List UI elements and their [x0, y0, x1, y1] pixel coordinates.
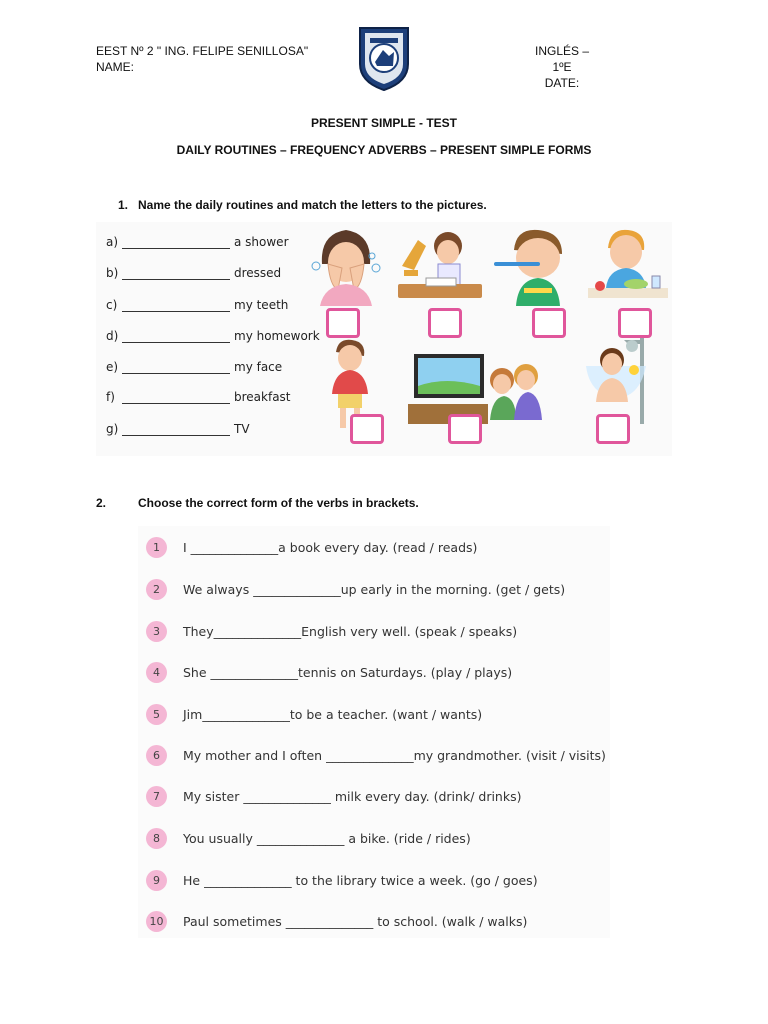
sentence-text: My mother and I often ______________my grandmother. (visit / visits)	[183, 748, 606, 763]
answer-line[interactable]	[122, 236, 230, 249]
sentence-text: They______________English very well. (speak / speaks)	[183, 624, 518, 639]
exercise-1-heading	[118, 198, 487, 212]
answer-line[interactable]	[122, 361, 230, 374]
sentence-text: My sister ______________ milk every day. (drink/ drinks)	[183, 789, 522, 804]
breakfast-picture	[586, 224, 670, 306]
school-name: EEST Nº 2 " ING. FELIPE SENILLOSA"	[96, 44, 309, 58]
page-title: PRESENT SIMPLE - TEST	[310, 116, 457, 130]
answer-line[interactable]	[122, 330, 230, 343]
answer-box[interactable]	[326, 308, 360, 338]
header-left	[96, 43, 308, 75]
item-number-badge: 4	[146, 662, 167, 683]
answer-box[interactable]	[350, 414, 384, 444]
item-number-badge: 1	[146, 537, 167, 558]
item-number-badge: 9	[146, 870, 167, 891]
homework-picture	[396, 226, 486, 308]
brush-teeth-picture	[492, 224, 576, 306]
sentence-item	[146, 828, 471, 850]
sentence-item	[146, 870, 538, 892]
routine-item-a: a) a shower	[106, 235, 289, 249]
answer-line[interactable]	[122, 299, 230, 312]
sentence-text: We always ______________up early in the morning. (get / gets)	[183, 582, 566, 597]
routine-item-e: e) my face	[106, 360, 283, 374]
sentence-text: You usually ______________ a bike. (ride / rides)	[183, 831, 471, 846]
answer-box[interactable]	[448, 414, 482, 444]
answer-line[interactable]	[122, 391, 230, 404]
page-subtitle: DAILY ROUTINES – FREQUENCY ADVERBS – PRESENT SIMPLE FORMS	[176, 143, 592, 157]
routine-item-f: f) breakfast	[106, 390, 291, 404]
sentence-item	[146, 662, 512, 684]
sentence-text: I ______________a book every day. (read / reads)	[183, 540, 478, 555]
shower-picture	[580, 336, 652, 426]
sentence-item	[146, 786, 521, 808]
answer-line[interactable]	[122, 423, 230, 436]
exercise-1-panel	[96, 222, 672, 456]
sentence-item	[146, 579, 565, 601]
answer-box[interactable]	[428, 308, 462, 338]
wash-face-picture	[310, 224, 382, 306]
exercise-2-panel	[138, 526, 610, 938]
item-number-badge: 3	[146, 621, 167, 642]
item-number-badge: 2	[146, 579, 167, 600]
sentence-item	[146, 745, 606, 767]
item-number-badge: 7	[146, 786, 167, 807]
item-number-badge: 5	[146, 704, 167, 725]
item-number-badge: 10	[146, 911, 167, 932]
routine-item-d: d) my homework	[106, 329, 320, 343]
item-number-badge: 6	[146, 745, 167, 766]
answer-box[interactable]	[532, 308, 566, 338]
exercise-2-number: 2.	[96, 496, 107, 510]
sentence-item	[146, 704, 482, 726]
school-crest-logo	[356, 24, 412, 92]
sentence-text: He ______________ to the library twice a week. (go / goes)	[183, 873, 538, 888]
answer-box[interactable]	[596, 414, 630, 444]
exercise-1-instruction: Name the daily routines and match the letters to the pictures.	[138, 198, 487, 212]
routine-item-b: b) dressed	[106, 266, 282, 280]
header-right	[524, 43, 600, 91]
sentence-item	[146, 537, 477, 559]
subject-label: INGLÉS – 1ºE	[534, 44, 590, 74]
sentence-text: Jim______________to be a teacher. (want / wants)	[183, 707, 483, 722]
answer-line[interactable]	[122, 267, 230, 280]
date-label: DATE:	[544, 76, 580, 90]
sentence-text: She ______________tennis on Saturdays. (play / plays)	[183, 665, 513, 680]
exercise-1-number: 1.	[118, 198, 129, 212]
routine-item-c: c) my teeth	[106, 298, 289, 312]
name-label: NAME:	[96, 60, 135, 74]
sentence-item	[146, 621, 517, 643]
sentence-item	[146, 911, 527, 933]
answer-box[interactable]	[618, 308, 652, 338]
sentence-text: Paul sometimes ______________ to school. (walk / walks)	[183, 914, 528, 929]
item-number-badge: 8	[146, 828, 167, 849]
routine-item-g: g) TV	[106, 422, 250, 436]
exercise-2-instruction: Choose the correct form of the verbs in brackets.	[138, 496, 419, 510]
exercise-2-heading	[96, 496, 419, 510]
